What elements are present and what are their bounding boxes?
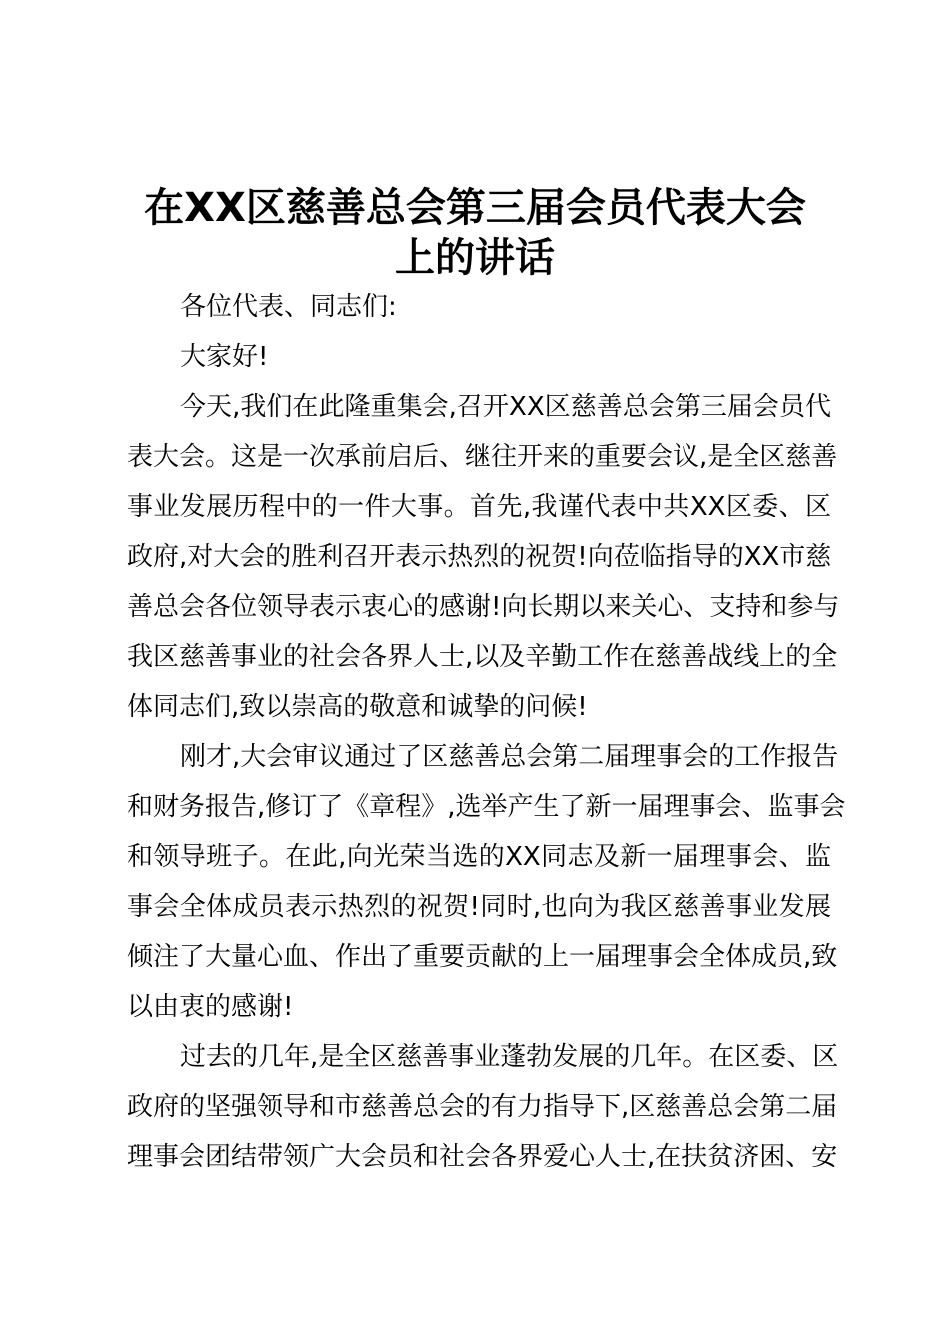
text-line: 今天,我们在此隆重集会,召开XX区慈善总会第三届会员代 [180, 392, 831, 422]
text-line: 过去的几年,是全区慈善事业蓬勃发展的几年。在区委、区 [180, 1042, 839, 1072]
text-line: 理事会团结带领广大会员和社会各界爱心人士,在扶贫济困、安 [127, 1142, 838, 1172]
text-line: 我区慈善事业的社会各界人士,以及辛勤工作在慈善战线上的全 [127, 642, 838, 672]
text-line: 大家好! [180, 342, 269, 372]
text-line: 表大会。这是一次承前启后、继往开来的重要会议,是全区慈善 [127, 442, 838, 472]
title-line-2: 上的讲话 [395, 235, 555, 281]
text-line: 政府,对大会的胜利召开表示热烈的祝贺!向莅临指导的XX市慈 [127, 542, 832, 572]
title-line-1: 在XX区慈善总会第三届会员代表大会 [144, 185, 806, 231]
text-line: 事会全体成员表示热烈的祝贺!同时,也向为我区慈善事业发展 [127, 892, 831, 922]
text-line: 以由衷的感谢! [127, 992, 294, 1022]
text-line: 各位代表、同志们: [180, 292, 397, 322]
text-line: 倾注了大量心血、作出了重要贡献的上一届理事会全体成员,致 [127, 942, 838, 972]
text-line: 体同志们,致以崇高的敬意和诚挚的问候! [127, 692, 588, 722]
text-line: 和领导班子。在此,向光荣当选的XX同志及新一届理事会、监 [127, 842, 831, 872]
text-line: 刚才,大会审议通过了区慈善总会第二届理事会的工作报告 [180, 742, 839, 772]
text-line: 事业发展历程中的一件大事。首先,我谨代表中共XX区委、区 [127, 492, 831, 522]
text-line: 政府的坚强领导和市慈善总会的有力指导下,区慈善总会第二届 [127, 1092, 838, 1122]
text-line: 善总会各位领导表示衷心的感谢!向长期以来关心、支持和参与 [127, 592, 840, 622]
text-line: 和财务报告,修订了《章程》,选举产生了新一届理事会、监事会 [127, 792, 846, 822]
